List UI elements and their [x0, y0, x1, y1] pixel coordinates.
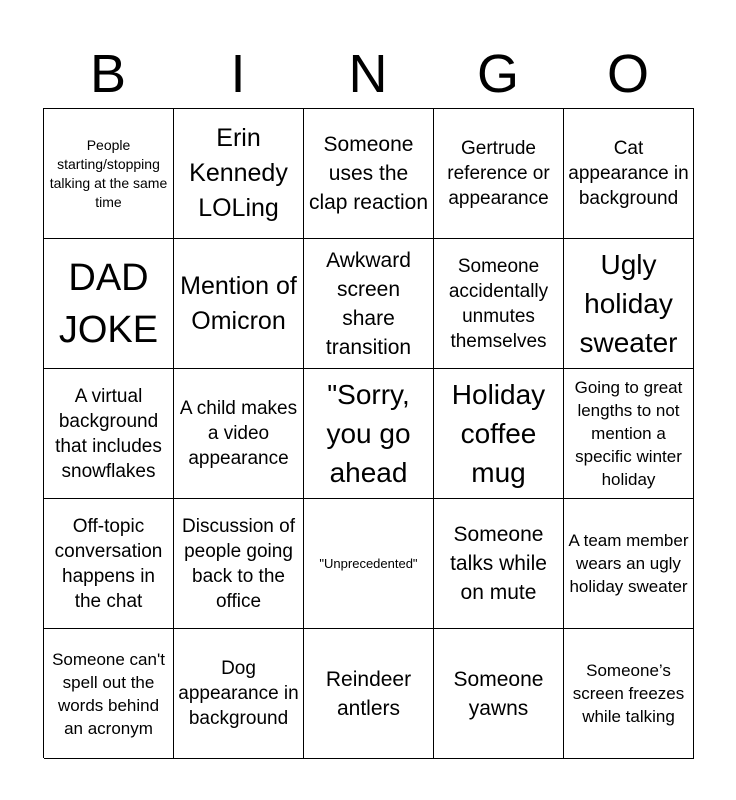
bingo-cell[interactable]	[44, 239, 174, 369]
bingo-cell[interactable]	[304, 499, 434, 629]
bingo-header	[43, 40, 693, 108]
cell-text: A virtual background that includes snowflakes	[55, 385, 162, 482]
cell-text: People starting/stopping talking at the same time	[49, 136, 168, 210]
bingo-cell[interactable]	[304, 369, 434, 499]
bingo-cell[interactable]	[44, 499, 174, 629]
cell-text: Someone’s screen freezes while talking	[572, 661, 685, 726]
bingo-grid	[43, 108, 694, 758]
bingo-cell[interactable]	[174, 109, 304, 239]
header-letter-b: B	[89, 44, 127, 104]
header-letter-n: N	[348, 44, 388, 104]
cell-text: Mention of Omicron	[180, 271, 297, 335]
header-letter-i: I	[230, 44, 246, 104]
bingo-cell[interactable]	[44, 369, 174, 499]
cell-text: Ugly holiday sweater	[579, 249, 678, 358]
bingo-cell[interactable]	[304, 629, 434, 759]
cell-text: Discussion of people going back to the office	[182, 515, 295, 612]
bingo-cell[interactable]	[564, 629, 694, 759]
bingo-cell[interactable]	[174, 369, 304, 499]
bingo-cell[interactable]	[434, 109, 564, 239]
bingo-cell[interactable]	[564, 499, 694, 629]
cell-text: Off-topic conversation happens in the chat	[54, 515, 163, 612]
bingo-cell[interactable]	[174, 629, 304, 759]
cell-text: DAD JOKE	[58, 256, 159, 351]
bingo-cell[interactable]	[564, 109, 694, 239]
cell-text: Someone can't spell out the words behind an acronym	[52, 649, 165, 738]
cell-text: Holiday coffee mug	[451, 379, 546, 488]
cell-text: Going to great lengths to not mention a specific winter holiday	[574, 378, 683, 489]
bingo-cell[interactable]	[434, 369, 564, 499]
cell-text: Dog appearance in background	[178, 658, 299, 729]
cell-text: Someone talks while on mute	[450, 523, 547, 604]
bingo-cell[interactable]	[44, 109, 174, 239]
bingo-cell[interactable]	[434, 239, 564, 369]
bingo-cell[interactable]	[564, 239, 694, 369]
cell-text: Someone accidentally unmutes themselves	[448, 255, 549, 352]
cell-text: Awkward screen share transition	[325, 248, 412, 359]
header-letter-g: G	[476, 44, 519, 104]
cell-text: Cat appearance in background	[568, 138, 689, 209]
bingo-cell[interactable]	[174, 499, 304, 629]
cell-text: Erin Kennedy LOLing	[189, 124, 288, 222]
bingo-cell[interactable]	[44, 629, 174, 759]
cell-text: Someone uses the clap reaction	[308, 133, 429, 214]
bingo-cell[interactable]	[564, 369, 694, 499]
cell-text: Gertrude reference or appearance	[447, 138, 550, 209]
bingo-cell[interactable]	[434, 629, 564, 759]
bingo-cell[interactable]	[174, 239, 304, 369]
cell-text: A team member wears an ugly holiday sweater	[568, 531, 689, 596]
cell-text: Reindeer antlers	[325, 667, 412, 720]
bingo-cell[interactable]	[434, 499, 564, 629]
cell-text: A child makes a video appearance	[179, 398, 298, 469]
bingo-cell[interactable]	[304, 109, 434, 239]
bingo-cell[interactable]	[304, 239, 434, 369]
cell-text: Someone yawns	[453, 667, 544, 720]
cell-text: "Unprecedented"	[319, 555, 418, 571]
header-letter-o: O	[606, 44, 649, 104]
cell-text: "Sorry, you go ahead	[326, 379, 411, 488]
